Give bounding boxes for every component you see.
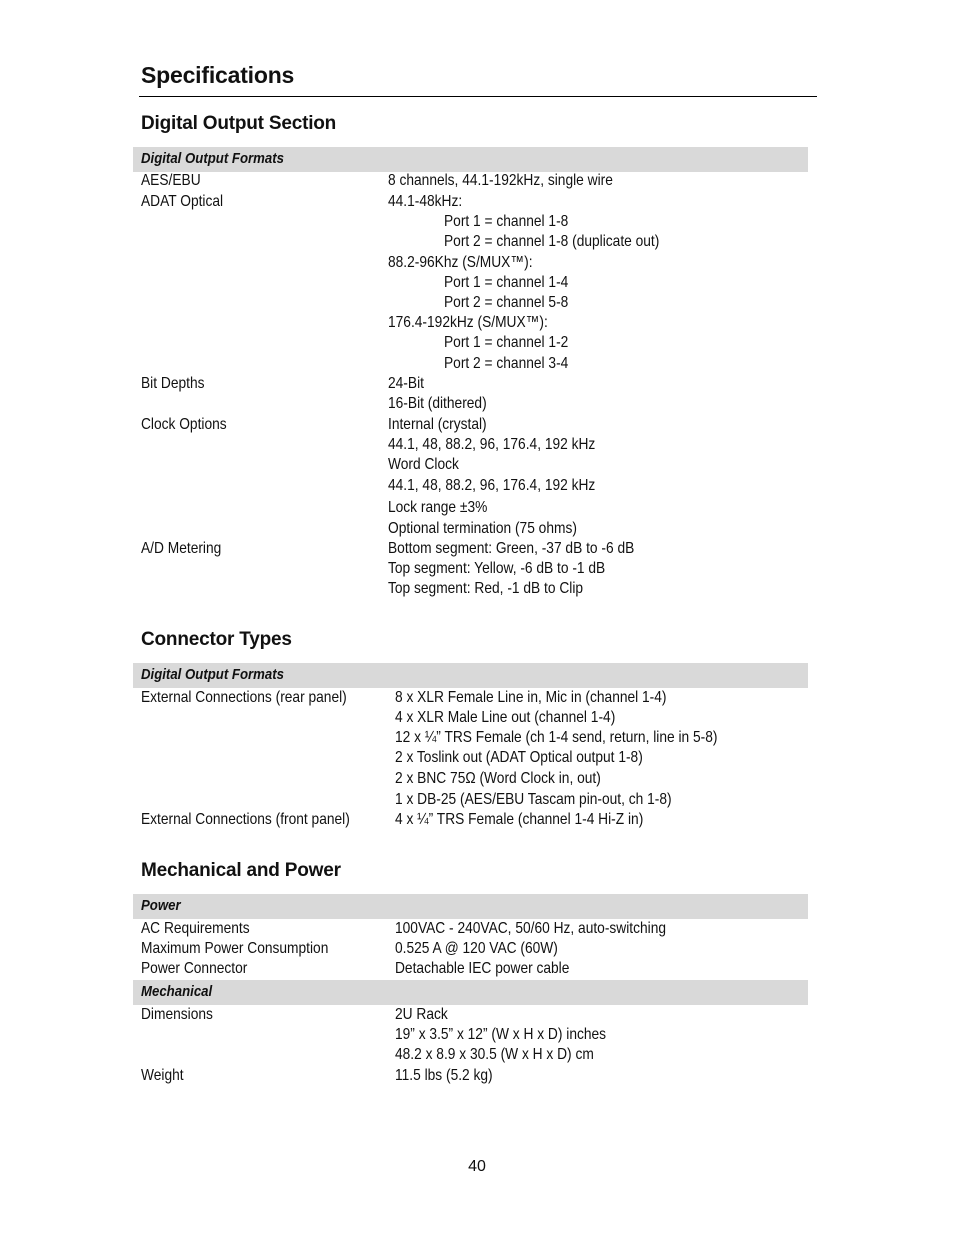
spec-value: Optional termination (75 ohms) <box>388 520 577 537</box>
spec-value: Port 2 = channel 3-4 <box>444 355 569 372</box>
spec-value: 8 x XLR Female Line in, Mic in (channel 1-4) <box>395 689 667 706</box>
spec-value: Word Clock <box>388 456 459 473</box>
spec-value: 4 x XLR Male Line out (channel 1-4) <box>395 709 616 726</box>
spec-value: 44.1-48kHz: <box>388 193 463 210</box>
spec-value: 2 x BNC 75Ω (Word Clock in, out) <box>395 770 601 787</box>
table-header-bar <box>133 147 808 172</box>
table-header-bar <box>133 980 808 1005</box>
spec-value: 8 channels, 44.1-192kHz, single wire <box>388 172 613 189</box>
table-header-bar <box>133 894 808 919</box>
spec-value: 19” x 3.5” x 12” (W x H x D) inches <box>395 1026 607 1043</box>
spec-value: Internal (crystal) <box>388 416 487 433</box>
table-header-label: Mechanical <box>141 983 213 1000</box>
spec-value: Port 1 = channel 1-8 <box>444 213 569 230</box>
table-header-bar <box>133 663 808 688</box>
section-heading-connector-types: Connector Types <box>141 629 292 650</box>
spec-label: Power Connector <box>141 960 248 977</box>
spec-value: 11.5 lbs (5.2 kg) <box>395 1067 493 1084</box>
spec-value: 12 x ¼” TRS Female (ch 1-4 send, return, line in 5-8) <box>395 729 718 746</box>
spec-value: 2 x Toslink out (ADAT Optical output 1-8) <box>395 749 643 766</box>
spec-value: 176.4-192kHz (S/MUX™): <box>388 314 548 331</box>
spec-label: Clock Options <box>141 416 227 433</box>
spec-value: Bottom segment: Green, -37 dB to -6 dB <box>388 540 635 557</box>
spec-label: Weight <box>141 1067 184 1084</box>
table-header-label: Power <box>141 897 181 914</box>
spec-value: 16-Bit (dithered) <box>388 395 487 412</box>
spec-value: 2U Rack <box>395 1006 448 1023</box>
spec-value: Detachable IEC power cable <box>395 960 570 977</box>
table-header-label: Digital Output Formats <box>141 150 284 167</box>
spec-value: 1 x DB-25 (AES/EBU Tascam pin-out, ch 1-8) <box>395 791 672 808</box>
spec-value: 100VAC - 240VAC, 50/60 Hz, auto-switching <box>395 920 667 937</box>
spec-value: Port 1 = channel 1-2 <box>444 334 569 351</box>
spec-value: 24-Bit <box>388 375 424 392</box>
spec-label: ADAT Optical <box>141 193 224 210</box>
spec-value: Lock range ±3% <box>388 499 488 516</box>
spec-value: Port 2 = channel 5-8 <box>444 294 569 311</box>
spec-label: AC Requirements <box>141 920 250 937</box>
section-heading-mechanical-power: Mechanical and Power <box>141 860 341 881</box>
spec-value: 44.1, 48, 88.2, 96, 176.4, 192 kHz <box>388 477 596 494</box>
spec-label: AES/EBU <box>141 172 201 189</box>
table-header-label: Digital Output Formats <box>141 666 284 683</box>
page-title: Specifications <box>141 62 295 88</box>
page-number: 40 <box>468 1158 486 1175</box>
spec-label: Dimensions <box>141 1006 213 1023</box>
spec-label: Bit Depths <box>141 375 205 392</box>
spec-value: Port 1 = channel 1-4 <box>444 274 569 291</box>
spec-value: 0.525 A @ 120 VAC (60W) <box>395 940 558 957</box>
section-heading-digital-output: Digital Output Section <box>141 113 337 134</box>
spec-value: Port 2 = channel 1-8 (duplicate out) <box>444 233 660 250</box>
spec-label: A/D Metering <box>141 540 222 557</box>
spec-label: External Connections (front panel) <box>141 811 350 828</box>
spec-value: 44.1, 48, 88.2, 96, 176.4, 192 kHz <box>388 436 596 453</box>
spec-value: 88.2-96Khz (S/MUX™): <box>388 254 533 271</box>
spec-value: Top segment: Red, -1 dB to Clip <box>388 580 584 597</box>
spec-value: 4 x ¼” TRS Female (channel 1-4 Hi-Z in) <box>395 811 644 828</box>
spec-value: 48.2 x 8.9 x 30.5 (W x H x D) cm <box>395 1046 594 1063</box>
spec-value: Top segment: Yellow, -6 dB to -1 dB <box>388 560 606 577</box>
spec-label: External Connections (rear panel) <box>141 689 347 706</box>
spec-label: Maximum Power Consumption <box>141 940 329 957</box>
title-divider <box>139 96 817 97</box>
